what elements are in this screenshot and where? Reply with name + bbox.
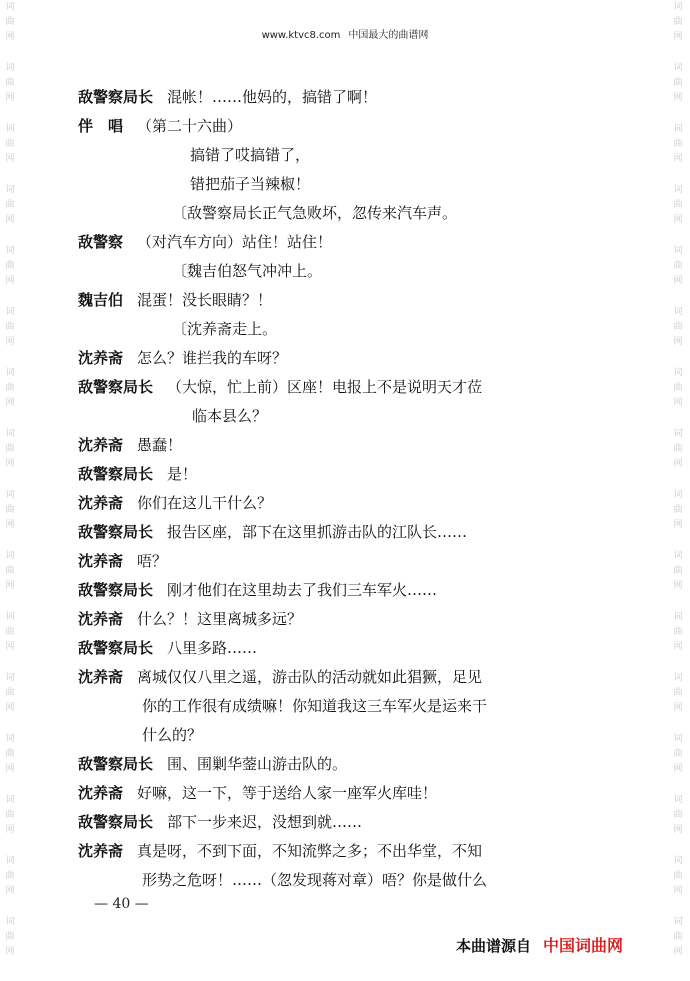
watermark-char: 网	[673, 642, 683, 652]
script-line	[78, 837, 598, 866]
watermark-char: 网	[673, 764, 683, 774]
watermark-char: 曲	[673, 383, 683, 393]
watermark-char: 词	[673, 551, 683, 561]
dialogue: 部下一步来迟，没想到就……	[167, 813, 363, 831]
dialogue: 临本县么？	[192, 407, 268, 425]
speaker: 沈养斋	[78, 784, 124, 802]
watermark-char: 网	[5, 215, 15, 225]
watermark-char: 词	[673, 124, 683, 134]
continuation-line	[78, 692, 598, 721]
watermark-char: 词	[5, 856, 15, 866]
watermark-char: 词	[673, 246, 683, 256]
left-watermark-column	[3, 0, 17, 981]
lyric-line	[78, 141, 598, 170]
watermark-char: 词	[673, 673, 683, 683]
watermark-char: 词	[673, 490, 683, 500]
dialogue: 愚蠢！	[137, 436, 183, 454]
watermark-char: 词	[673, 917, 683, 927]
dialogue: 怎么？谁拦我的车呀？	[137, 349, 288, 367]
watermark-char: 曲	[5, 566, 15, 576]
watermark-char: 网	[673, 886, 683, 896]
watermark-char: 曲	[5, 749, 15, 759]
watermark-char: 网	[673, 215, 683, 225]
dialogue: （大惊，忙上前）区座！电报上不是说明天才莅	[167, 378, 483, 396]
watermark-char: 网	[673, 32, 683, 42]
watermark-char: 词	[5, 917, 15, 927]
watermark-char: 网	[5, 703, 15, 713]
watermark-char: 网	[673, 825, 683, 835]
script-line	[78, 460, 598, 489]
watermark-char: 曲	[5, 688, 15, 698]
dialogue: 八里多路……	[167, 639, 258, 657]
watermark-char: 词	[673, 185, 683, 195]
watermark-char: 词	[5, 673, 15, 683]
watermark-char: 词	[5, 63, 15, 73]
dialogue: 〔沈养斋走上。	[172, 320, 278, 338]
watermark-char: 曲	[673, 688, 683, 698]
watermark-char: 网	[673, 947, 683, 957]
script-line	[78, 228, 598, 257]
dialogue: 刚才他们在这里劫去了我们三车军火……	[167, 581, 438, 599]
page-header	[0, 26, 690, 41]
watermark-char: 曲	[673, 505, 683, 515]
watermark-char: 曲	[673, 566, 683, 576]
watermark-char: 词	[673, 2, 683, 12]
dialogue: 好嘛，这一下，等于送给人家一座军火库哇！	[137, 784, 438, 802]
speaker: 沈养斋	[78, 436, 124, 454]
script-line	[78, 634, 598, 663]
watermark-char: 词	[673, 63, 683, 73]
script-body	[78, 83, 598, 895]
watermark-char: 网	[5, 520, 15, 530]
watermark-char: 曲	[673, 322, 683, 332]
speaker: 沈养斋	[78, 842, 124, 860]
stage-direction	[78, 315, 598, 344]
watermark-char: 网	[5, 886, 15, 896]
continuation-line	[78, 721, 598, 750]
dialogue: 搞错了哎搞错了，	[190, 146, 311, 164]
dialogue: 混帐！……他妈的，搞错了啊！	[167, 88, 378, 106]
watermark-char: 曲	[5, 17, 15, 27]
speaker: 敌警察局长	[78, 523, 154, 541]
speaker: 沈养斋	[78, 494, 124, 512]
script-line	[78, 112, 598, 141]
watermark-char: 曲	[673, 261, 683, 271]
watermark-char: 网	[5, 276, 15, 286]
dialogue: 你们在这儿干什么？	[137, 494, 273, 512]
script-line	[78, 605, 598, 634]
dialogue: 〔魏吉伯怒气冲冲上。	[172, 262, 323, 280]
script-line	[78, 518, 598, 547]
watermark-char: 网	[673, 276, 683, 286]
watermark-char: 网	[5, 93, 15, 103]
stage-direction	[78, 257, 598, 286]
watermark-char: 曲	[5, 78, 15, 88]
script-line	[78, 83, 598, 112]
script-line	[78, 576, 598, 605]
dialogue: 什么的？	[142, 726, 203, 744]
watermark-char: 曲	[673, 810, 683, 820]
script-line	[78, 286, 598, 315]
watermark-char: 网	[5, 154, 15, 164]
watermark-char: 网	[673, 581, 683, 591]
brand-link[interactable]: 中国词曲网	[543, 936, 624, 955]
speaker: 沈养斋	[78, 610, 124, 628]
speaker: 敌警察局长	[78, 755, 154, 773]
stage-direction	[78, 199, 598, 228]
dialogue: 〔敌警察局长正气急败坏，忽传来汽车声。	[172, 204, 458, 222]
watermark-char: 网	[5, 398, 15, 408]
speaker: 敌警察局长	[78, 378, 154, 396]
watermark-char: 网	[5, 32, 15, 42]
dialogue: 形势之危呀！……（忽发现蒋对章）唔？你是做什么	[142, 871, 488, 889]
dialogue: 围、围剿华蓥山游击队的。	[167, 755, 348, 773]
watermark-char: 网	[5, 337, 15, 347]
watermark-char: 曲	[5, 261, 15, 271]
watermark-char: 网	[673, 154, 683, 164]
dialogue: （对汽车方向）站住！站住！	[137, 233, 333, 251]
watermark-char: 词	[673, 368, 683, 378]
source-label: 本曲谱源自	[456, 937, 532, 955]
script-line	[78, 373, 598, 402]
speaker: 敌警察局长	[78, 581, 154, 599]
script-line	[78, 547, 598, 576]
speaker: 敌警察	[78, 233, 124, 251]
watermark-char: 词	[5, 2, 15, 12]
watermark-char: 曲	[673, 17, 683, 27]
dialogue: 离城仅仅八里之遥，游击队的活动就如此猖獗，足见	[137, 668, 483, 686]
dialogue: 错把茄子当辣椒！	[190, 175, 311, 193]
watermark-char: 曲	[673, 749, 683, 759]
watermark-char: 曲	[673, 932, 683, 942]
dialogue: 什么？！这里离城多远？	[137, 610, 303, 628]
watermark-char: 曲	[5, 505, 15, 515]
watermark-char: 词	[673, 795, 683, 805]
speaker: 沈养斋	[78, 552, 124, 570]
watermark-char: 词	[673, 612, 683, 622]
watermark-char: 词	[673, 856, 683, 866]
watermark-char: 词	[5, 246, 15, 256]
dialogue: 报告区座，部下在这里抓游击队的江队长……	[167, 523, 468, 541]
watermark-char: 曲	[5, 200, 15, 210]
dialogue: 唔？	[137, 552, 168, 570]
script-line	[78, 663, 598, 692]
watermark-char: 词	[673, 429, 683, 439]
watermark-char: 曲	[5, 444, 15, 454]
speaker: 敌警察局长	[78, 465, 154, 483]
speaker: 魏吉伯	[78, 291, 124, 309]
script-line	[78, 779, 598, 808]
watermark-char: 词	[5, 368, 15, 378]
watermark-char: 网	[5, 825, 15, 835]
watermark-char: 曲	[5, 932, 15, 942]
watermark-char: 曲	[5, 871, 15, 881]
watermark-char: 曲	[673, 78, 683, 88]
watermark-char: 网	[5, 459, 15, 469]
watermark-char: 曲	[5, 627, 15, 637]
lyric-line	[78, 170, 598, 199]
speaker: 沈养斋	[78, 349, 124, 367]
watermark-char: 曲	[673, 444, 683, 454]
watermark-char: 网	[673, 520, 683, 530]
speaker: 伴 唱	[78, 117, 124, 135]
watermark-char: 词	[5, 307, 15, 317]
watermark-char: 词	[5, 612, 15, 622]
watermark-char: 网	[673, 703, 683, 713]
watermark-char: 网	[5, 764, 15, 774]
watermark-char: 曲	[5, 383, 15, 393]
continuation-line	[78, 866, 598, 895]
speaker: 敌警察局长	[78, 639, 154, 657]
speaker: 敌警察局长	[78, 813, 154, 831]
watermark-char: 词	[5, 551, 15, 561]
speaker: 沈养斋	[78, 668, 124, 686]
dialogue: 真是呀，不到下面，不知流弊之多；不出华堂，不知	[137, 842, 483, 860]
watermark-char: 网	[5, 947, 15, 957]
watermark-char: 曲	[673, 200, 683, 210]
site-tagline: 中国最大的曲谱网	[348, 30, 429, 41]
watermark-char: 曲	[5, 810, 15, 820]
watermark-char: 曲	[673, 871, 683, 881]
watermark-char: 曲	[5, 322, 15, 332]
watermark-char: 词	[5, 490, 15, 500]
watermark-char: 网	[673, 398, 683, 408]
source-footer	[456, 933, 623, 956]
speaker: 敌警察局长	[78, 88, 154, 106]
site-url[interactable]: www.ktvc8.com	[261, 30, 341, 41]
page-number: — 40 —	[94, 896, 149, 912]
script-line	[78, 750, 598, 779]
watermark-char: 词	[5, 795, 15, 805]
watermark-char: 曲	[5, 139, 15, 149]
watermark-char: 词	[673, 307, 683, 317]
script-line	[78, 489, 598, 518]
right-watermark-column	[671, 0, 685, 981]
watermark-char: 曲	[673, 139, 683, 149]
watermark-char: 网	[5, 581, 15, 591]
watermark-char: 词	[5, 185, 15, 195]
watermark-char: 网	[673, 93, 683, 103]
script-line	[78, 431, 598, 460]
script-line	[78, 808, 598, 837]
watermark-char: 词	[5, 734, 15, 744]
watermark-char: 词	[673, 734, 683, 744]
dialogue: 你的工作很有成绩嘛！你知道我这三车军火是运来干	[142, 697, 488, 715]
dialogue: 混蛋！没长眼睛？！	[137, 291, 273, 309]
watermark-char: 网	[5, 642, 15, 652]
dialogue: （第二十六曲）	[137, 117, 243, 135]
watermark-char: 曲	[673, 627, 683, 637]
dialogue: 是！	[167, 465, 198, 483]
watermark-char: 词	[5, 124, 15, 134]
watermark-char: 网	[673, 459, 683, 469]
script-line	[78, 344, 598, 373]
watermark-char: 网	[673, 337, 683, 347]
continuation-line	[78, 402, 598, 431]
watermark-char: 词	[5, 429, 15, 439]
